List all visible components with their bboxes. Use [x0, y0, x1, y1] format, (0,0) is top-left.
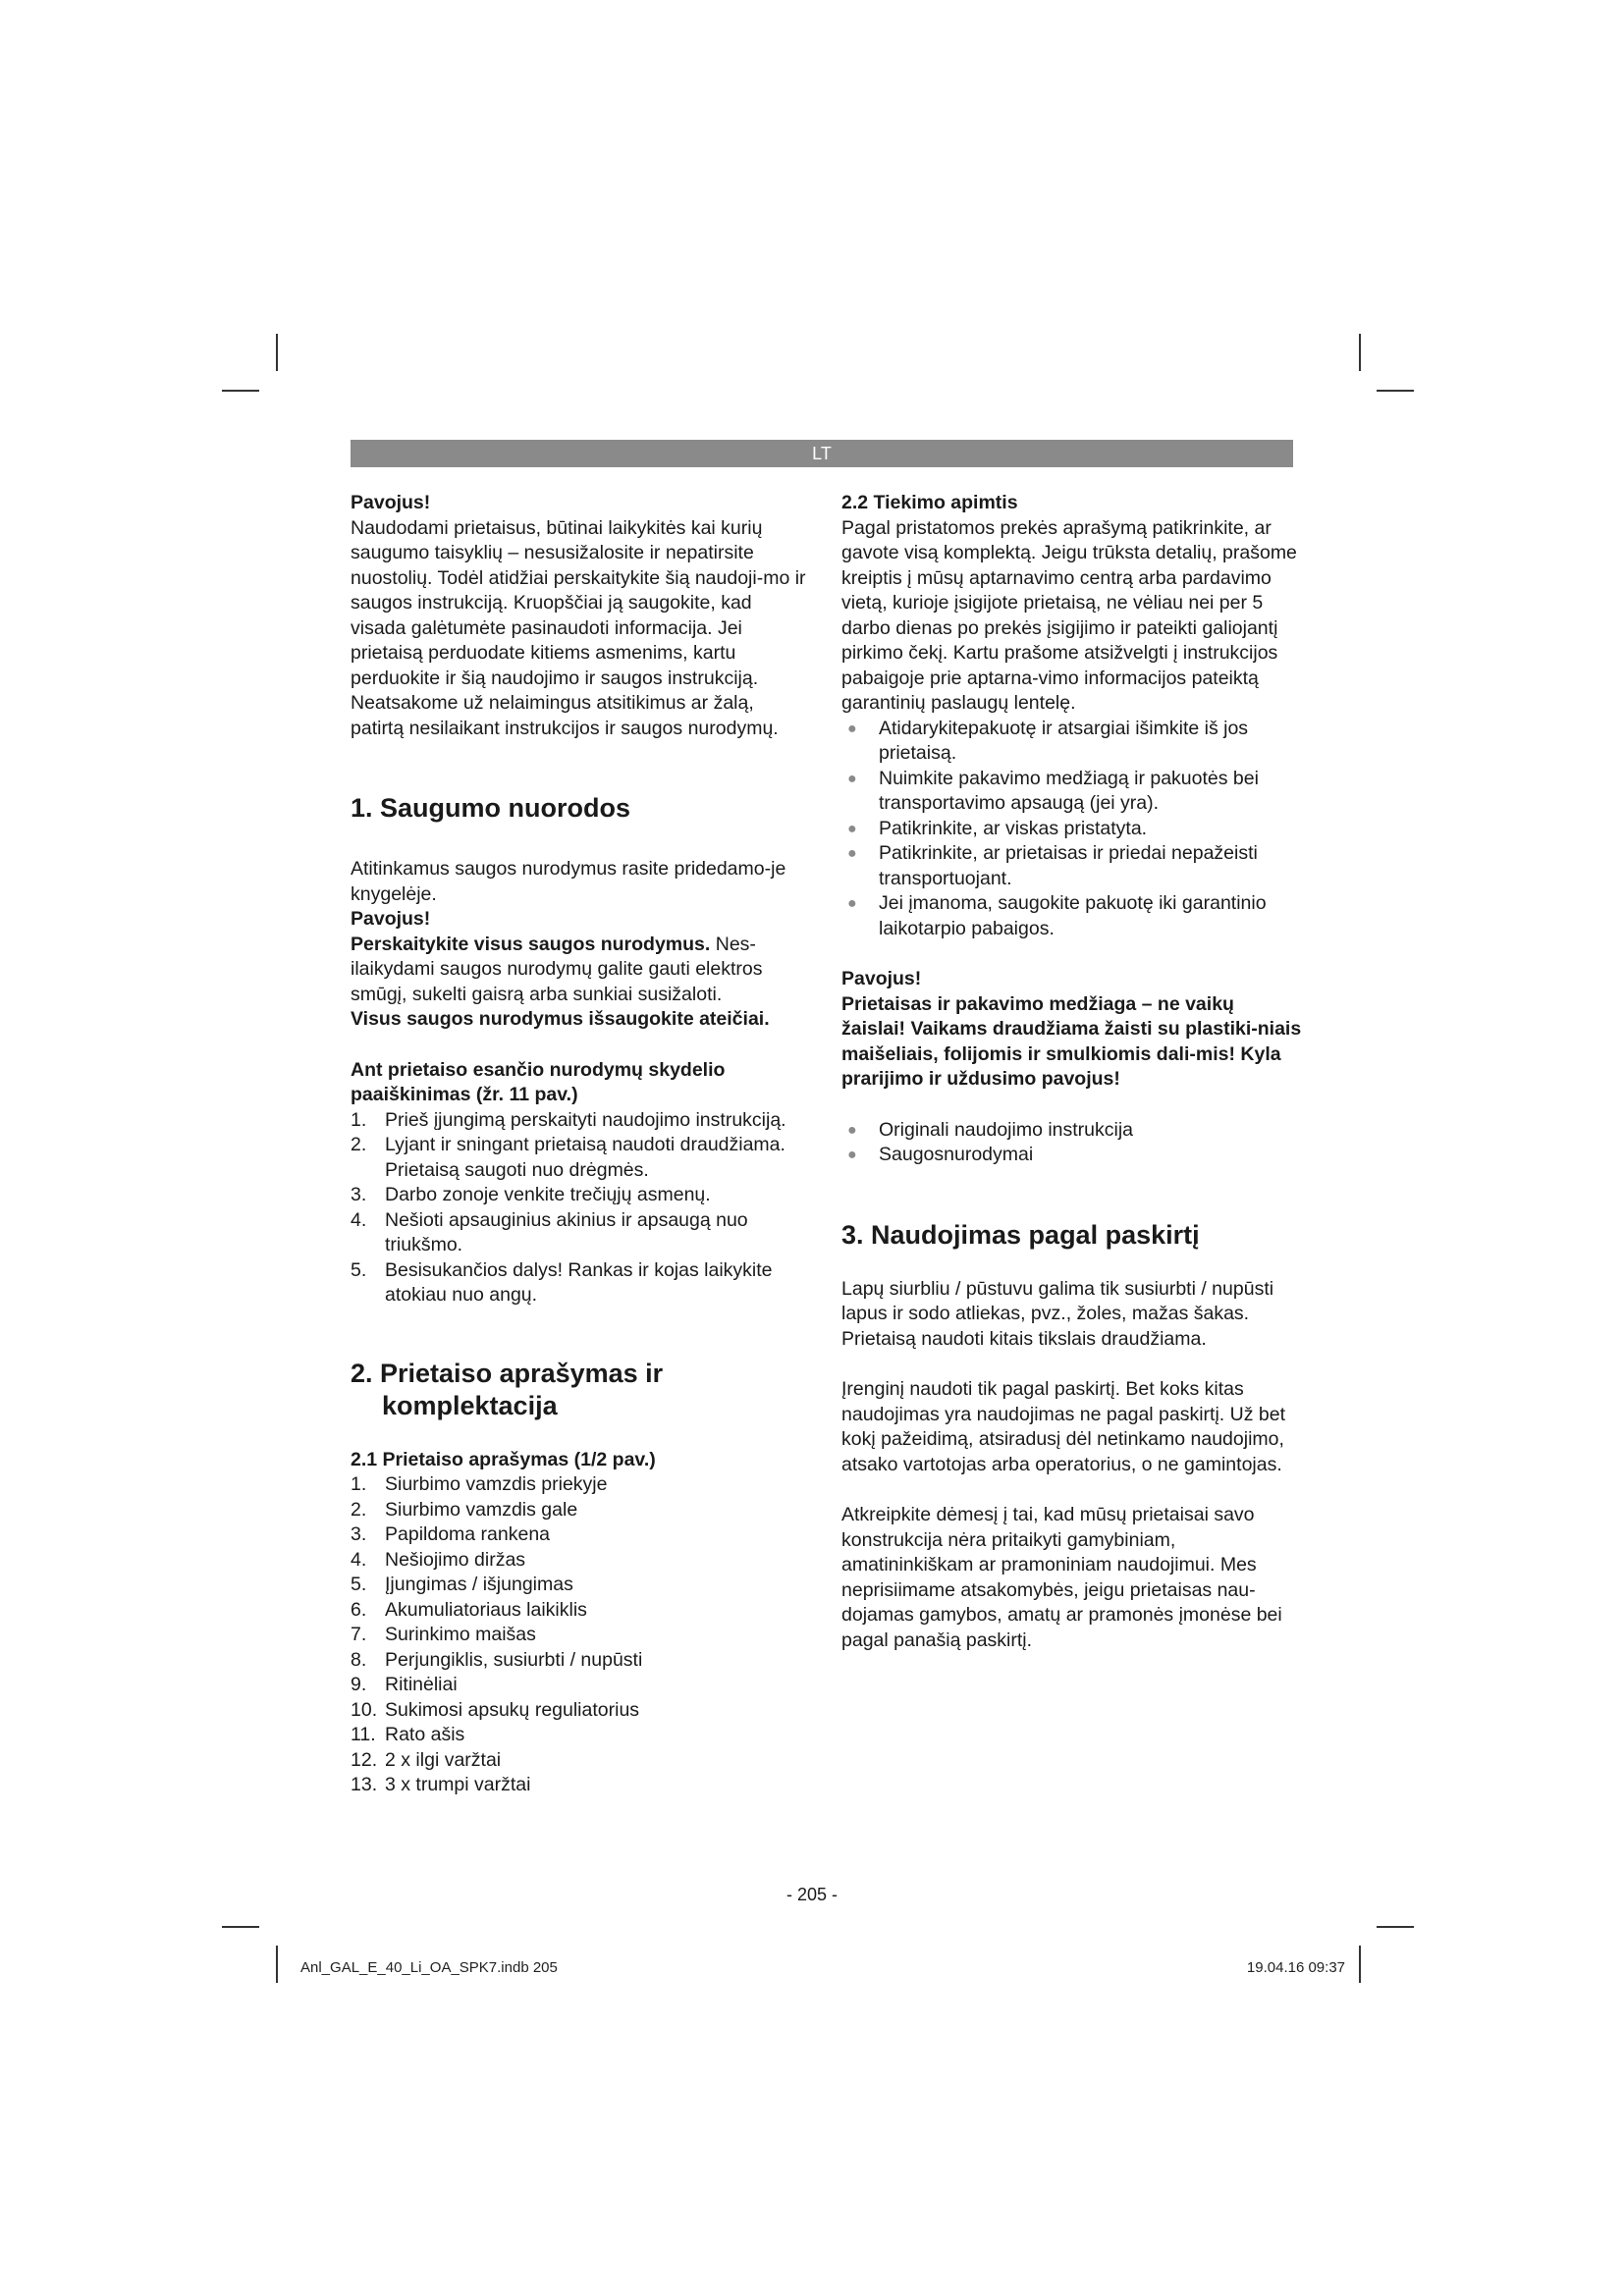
- list-item: 13. 3 x trumpi varžtai: [351, 1774, 531, 1795]
- device-parts-list: [351, 1472, 812, 1798]
- section-3-title: 3. Naudojimas pagal paskirtį: [841, 1219, 1200, 1250]
- list-item: 6. Akumuliatoriaus laikiklis: [351, 1598, 587, 1621]
- child-warning-title: Pavojus!: [841, 968, 922, 989]
- list-item: ● Atidarykitepakuotę ir atsargiai išimkite iš jos prietaisą.: [847, 717, 1249, 764]
- intended-use-paragraph-2: Įrenginį naudoti tik pagal paskirtį. Bet koks kitas naudojimas yra naudojimas ne pagal paskirtį. Už bet kokį pažeidimą, atsiradusį dėl netinkamo naudojimo, atsako vartotojas arba operatorius, o ne gamintojas.: [841, 1378, 1285, 1475]
- bullet-icon: ●: [847, 1147, 857, 1163]
- list-item: 5. Įjungimas / išjungimas: [351, 1574, 573, 1595]
- list-item: 5. Besisukančios dalys! Rankas ir kojas laikykite atokiau nuo angų.: [351, 1258, 773, 1306]
- list-item: 11. Rato ašis: [351, 1724, 465, 1745]
- list-item: ● Patikrinkite, ar viskas pristatyta.: [841, 817, 1303, 842]
- section-1-title: 1. Saugumo nuorodos: [351, 793, 631, 823]
- delivery-scope-text: Pagal pristatomos prekės aprašymą patikrinkite, ar gavote visą komplektą. Jeigu trūksta detalių, prašome kreiptis į mūsų aptarnavimo centrą arba pardavimo vietą, kurioje įsigijote prietaisą, ne vėliau nei per 5 darbo dienas po prekės įsigijimo ir pateikti galiojantį pirkimo čekį. Kartu prašome atsižvelgti į instrukcijos pabaigoje prie aptarna-vimo informacijos pateiktą garantinių paslaugų lentelę.: [841, 516, 1297, 714]
- footer-datetime: 19.04.16 09:37: [1246, 1959, 1345, 1976]
- list-item: 10. Sukimosi apsukų reguliatorius: [351, 1698, 640, 1721]
- list-item: 9. Ritinėliai: [351, 1674, 458, 1695]
- safety-warning-title: Pavojus!: [351, 908, 431, 930]
- crop-mark: [1359, 334, 1361, 371]
- safety-intro: Atitinkamus saugos nurodymus rasite pridedamo-je knygelėje.: [351, 858, 786, 905]
- warning-title: Pavojus!: [351, 492, 431, 513]
- crop-mark: [1359, 1946, 1361, 1983]
- list-item: 2. Siurbimo vamzdis gale: [351, 1498, 578, 1521]
- list-item: ● Saugosnurodymai: [841, 1143, 1303, 1168]
- list-item: 12. 2 x ilgi varžtai: [351, 1748, 502, 1771]
- panel-explanation-list: [351, 1108, 812, 1308]
- panel-explanation-title: Ant prietaiso esančio nurodymų skydelio paaiškinimas (žr. 11 pav.): [351, 1058, 726, 1105]
- safety-warning-text: Nes-ilaikydami saugos nurodymų galite gauti elektros smūgį, sukelti gaisrą arba sunkiai susižaloti.: [351, 933, 763, 1005]
- crop-mark: [1377, 1926, 1414, 1928]
- crop-mark: [222, 390, 259, 392]
- page-number: - 205 -: [785, 1885, 839, 1904]
- crop-mark: [276, 1946, 278, 1983]
- list-item: ● Patikrinkite, ar prietaisas ir priedai nepažeisti transportuojant.: [847, 842, 1258, 889]
- intended-use-paragraph-1: Lapų siurbliu / pūstuvu galima tik susiurbti / nupūsti lapus ir sodo atliekas, pvz., žoles, mažas šakas. Prietaisą naudoti kitais tikslais draudžiama.: [841, 1277, 1274, 1350]
- language-header-bar: [351, 440, 1293, 467]
- list-item: 4. Nešiojimo diržas: [351, 1548, 526, 1571]
- bullet-icon: ●: [847, 720, 857, 737]
- unpacking-steps-list: [841, 717, 1303, 942]
- list-item: 8. Perjungiklis, susiurbti / nupūsti: [351, 1648, 643, 1671]
- language-label: LT: [812, 444, 832, 463]
- warning-text: Naudodami prietaisus, būtinai laikykitės kai kurių saugumo taisyklių – nesusižalosite ir nepatirsite nuostolių. Todėl atidžiai perskaitykite šią naudoji-mo ir saugos instrukciją. Kruopščiai ją saugokite, kad visada galėtumėte pasinaudoti informacija. Jei prietaisą perduodate kitiems asmenims, kartu perduokite ir šią naudojimo ir saugos instrukciją. Neatsakome už nelaimingus atsitikimus ar žalą, patirtą nesilaikant instrukcijos ir saugos nurodymų.: [351, 516, 806, 739]
- safety-keep-note: Visus saugos nurodymus išsaugokite ateičiai.: [351, 1008, 770, 1030]
- safety-warning-paragraph: [351, 933, 812, 1008]
- left-column: [351, 491, 812, 1798]
- list-item: 3. Papildoma rankena: [351, 1523, 551, 1545]
- list-item: 1. Prieš įjungimą perskaityti naudojimo instrukciją.: [351, 1108, 786, 1131]
- right-column: [841, 491, 1303, 1653]
- safety-warning-bold: Perskaitykite visus saugos nurodymus.: [351, 933, 711, 955]
- list-item: 4. Nešioti apsauginius akinius ir apsaugą nuo triukšmo.: [351, 1208, 748, 1255]
- crop-mark: [276, 334, 278, 371]
- footer-filename: Anl_GAL_E_40_Li_OA_SPK7.indb 205: [300, 1959, 558, 1976]
- list-item: 3. Darbo zonoje venkite trečiųjų asmenų.: [351, 1184, 711, 1205]
- list-item: ● Originali naudojimo instrukcija: [841, 1118, 1303, 1144]
- list-item: 1. Siurbimo vamzdis priekyje: [351, 1473, 608, 1495]
- section-2-1-title: 2.1 Prietaiso aprašymas (1/2 pav.): [351, 1448, 656, 1470]
- crop-mark: [222, 1926, 259, 1928]
- bullet-icon: ●: [847, 1121, 857, 1139]
- bullet-icon: ●: [847, 845, 857, 862]
- section-2-2-title: 2.2 Tiekimo apimtis: [841, 492, 1018, 513]
- list-item: 7. Surinkimo maišas: [351, 1624, 536, 1645]
- list-item: 2. Lyjant ir sningant prietaisą naudoti draudžiama. Prietaisą saugoti nuo drėgmės.: [351, 1134, 785, 1181]
- child-warning-text: Prietaisas ir pakavimo medžiaga – ne vaikų žaislai! Vaikams draudžiama žaisti su plastiki-niais maišeliais, folijomis ir smulkiomis dali-mis! Kyla prarijimo ir uždusimo pavojus!: [841, 992, 1302, 1090]
- section-2-title: 2. Prietaiso aprašymas ir komplektacija: [351, 1358, 664, 1420]
- list-item: ● Jei įmanoma, saugokite pakuotę iki garantinio laikotarpio pabaigos.: [847, 892, 1267, 939]
- included-documents-list: [841, 1118, 1303, 1168]
- intended-use-paragraph-3: Atkreipkite dėmesį į tai, kad mūsų prietaisai savo konstrukcija nėra pritaikyti gamybiniam, amatininkiškam ar pramoniniam naudojimui. Mes neprisiimame atsakomybės, jeigu prietaisas nau-dojamas gamybos, amatų ar pramonės įmonėse bei pagal panašią paskirtį.: [841, 1504, 1282, 1651]
- bullet-icon: ●: [847, 820, 857, 837]
- list-item: ● Nuimkite pakavimo medžiagą ir pakuotės bei transportavimo apsaugą (jei yra).: [847, 767, 1259, 814]
- bullet-icon: ●: [847, 770, 857, 787]
- bullet-icon: ●: [847, 895, 857, 912]
- crop-mark: [1377, 390, 1414, 392]
